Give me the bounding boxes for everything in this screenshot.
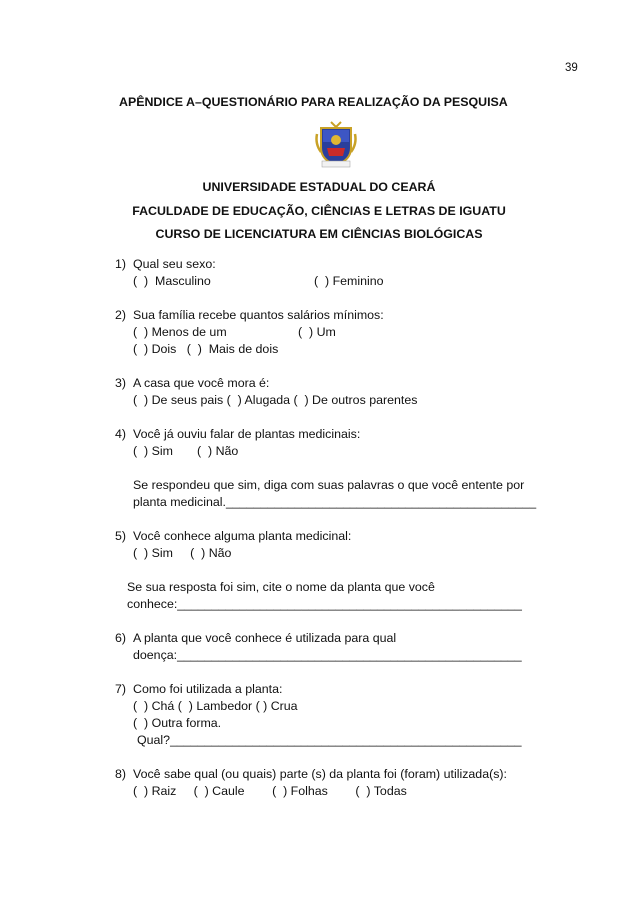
q5-number: 5) — [115, 529, 127, 543]
q2-option-less-than-one[interactable]: ( ) Menos de um — [133, 325, 227, 339]
q3-options[interactable]: ( ) De seus pais ( ) Alugada ( ) De outros parentes — [133, 393, 418, 407]
q1-option-female[interactable]: ( ) Feminino — [314, 274, 384, 288]
page-number: 39 — [565, 62, 578, 74]
q2-text: Sua família recebe quantos salários mínimos: — [133, 308, 384, 322]
university-name: UNIVERSIDADE ESTADUAL DO CEARÁ — [202, 180, 436, 194]
q1-option-male[interactable]: ( ) Masculino — [133, 274, 211, 288]
course-name: CURSO DE LICENCIATURA EM CIÊNCIAS BIOLÓGICAS — [155, 227, 483, 241]
q2-option-one[interactable]: ( ) Um — [298, 325, 336, 339]
q3-number: 3) — [115, 376, 127, 390]
q7-options[interactable]: ( ) Chá ( ) Lambedor ( ) Crua — [133, 699, 298, 713]
q5-followup-prompt: Se sua resposta foi sim, cite o nome da planta que você — [127, 580, 435, 594]
q4-followup-prompt: Se respondeu que sim, diga com suas palavras o que você entente por — [133, 478, 525, 492]
q6-answer-line[interactable]: doença:__________________________________________________ — [133, 648, 522, 662]
q1-text: Qual seu sexo: — [133, 257, 216, 271]
q1-number: 1) — [115, 257, 127, 271]
appendix-title: APÊNDICE A–QUESTIONÁRIO PARA REALIZAÇÃO DA PESQUISA — [119, 95, 508, 109]
q4-text: Você já ouviu falar de plantas medicinais: — [133, 427, 361, 441]
q7-number: 7) — [115, 682, 127, 696]
q8-text: Você sabe qual (ou quais) parte (s) da planta foi (foram) utilizada(s): — [133, 767, 507, 781]
q3-text: A casa que você mora é: — [133, 376, 270, 390]
q6-number: 6) — [115, 631, 127, 645]
faculty-name: FACULDADE DE EDUCAÇÃO, CIÊNCIAS E LETRAS DE IGUATU — [132, 204, 506, 218]
q5-text: Você conhece alguma planta medicinal: — [133, 529, 352, 543]
q4-number: 4) — [115, 427, 127, 441]
q7-text: Como foi utilizada a planta: — [133, 682, 283, 696]
q4-followup-answer-line[interactable]: planta medicinal._____________________________________________ — [133, 495, 537, 509]
q4-options[interactable]: ( ) Sim ( ) Não — [133, 444, 239, 458]
q7-option-other[interactable]: ( ) Outra forma. — [133, 716, 222, 730]
q7-which-answer-line[interactable]: Qual?___________________________________________________ — [137, 733, 522, 747]
q6-text: A planta que você conhece é utilizada para qual — [133, 631, 397, 645]
q8-number: 8) — [115, 767, 127, 781]
q2-options-two-more[interactable]: ( ) Dois ( ) Mais de dois — [133, 342, 279, 356]
q5-followup-answer-line[interactable]: conhece:__________________________________________________ — [127, 597, 522, 611]
q5-options[interactable]: ( ) Sim ( ) Não — [133, 546, 232, 560]
q2-number: 2) — [115, 308, 127, 322]
q8-options[interactable]: ( ) Raiz ( ) Caule ( ) Folhas ( ) Todas — [133, 784, 407, 798]
university-crest-logo — [313, 120, 359, 168]
